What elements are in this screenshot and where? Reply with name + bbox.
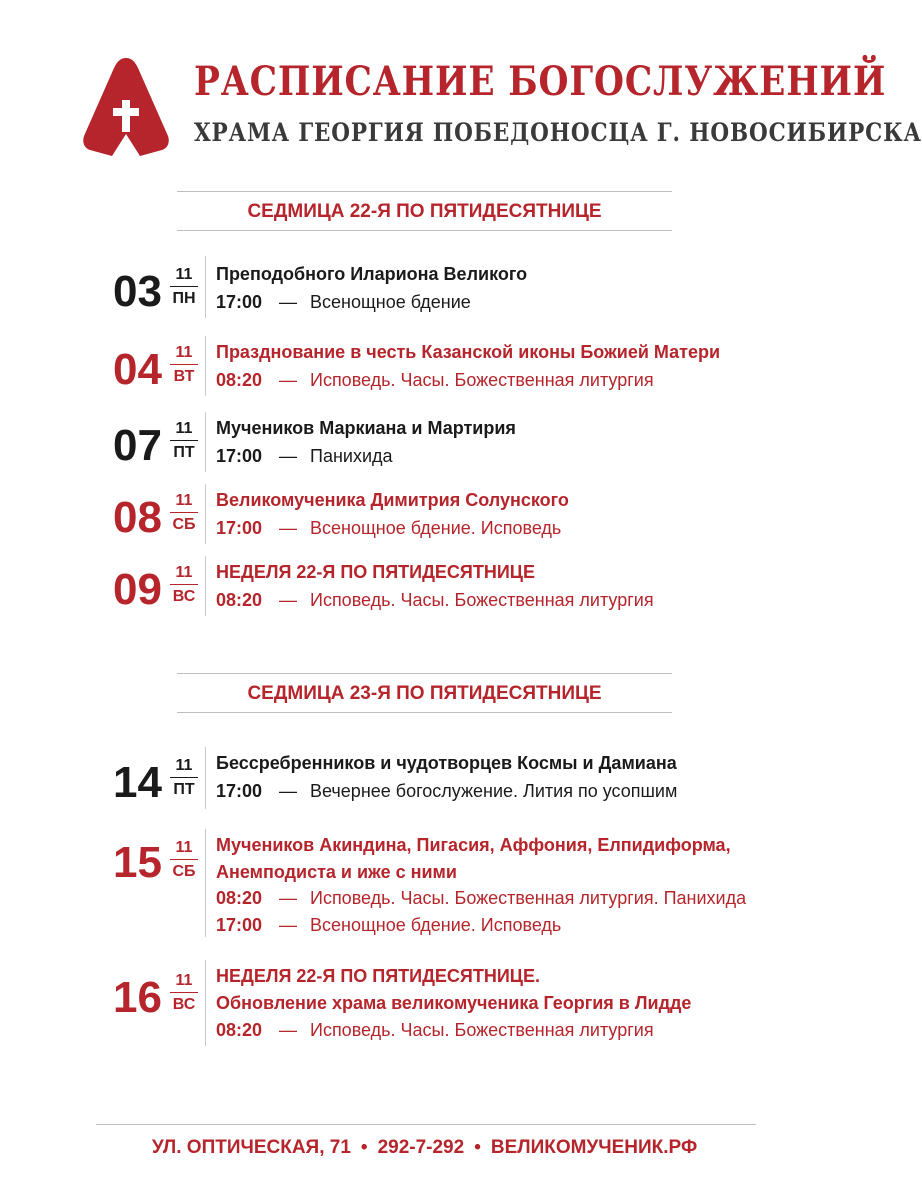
service-time: 17:00 bbox=[216, 915, 263, 935]
dash: — bbox=[279, 1020, 297, 1040]
date-divider bbox=[170, 512, 198, 513]
service-time: 17:00 bbox=[216, 292, 263, 312]
service-row bbox=[216, 370, 654, 391]
service-text: Исповедь. Часы. Божественная литургия bbox=[310, 1020, 654, 1040]
day-number: 14 bbox=[113, 758, 162, 807]
month-number: 11 bbox=[175, 492, 193, 509]
day-number: 15 bbox=[113, 838, 162, 887]
week-heading bbox=[177, 191, 672, 231]
cross-in-triangle-icon bbox=[82, 56, 170, 156]
service-row bbox=[216, 915, 561, 936]
divider bbox=[205, 336, 206, 396]
service-text: Исповедь. Часы. Божественная литургия bbox=[310, 590, 654, 610]
month-number: 11 bbox=[175, 839, 193, 856]
page-subtitle: ХРАМА ГЕОРГИЯ ПОБЕДОНОСЦА Г. НОВОСИБИРСКА bbox=[194, 118, 922, 147]
date-divider bbox=[170, 440, 198, 441]
dash: — bbox=[279, 292, 297, 312]
divider bbox=[205, 960, 206, 1046]
feast-title: Великомученика Димитрия Солунского bbox=[216, 490, 569, 510]
divider bbox=[177, 191, 672, 192]
footer-divider bbox=[96, 1124, 756, 1125]
date-divider bbox=[170, 859, 198, 860]
service-time: 17:00 bbox=[216, 518, 263, 538]
separator: • bbox=[474, 1137, 481, 1158]
month-number: 11 bbox=[175, 266, 193, 283]
divider bbox=[205, 747, 206, 809]
feast-title: НЕДЕЛЯ 22-Я ПО ПЯТИДЕСЯТНИЦЕ bbox=[216, 562, 535, 582]
separator: • bbox=[360, 1137, 368, 1158]
schedule-entry bbox=[110, 342, 790, 398]
weekday: ПТ bbox=[173, 781, 195, 798]
day-number: 16 bbox=[113, 973, 162, 1022]
service-time: 17:00 bbox=[216, 781, 263, 801]
service-time: 08:20 bbox=[216, 888, 263, 908]
feast-title: Празднование в честь Казанской иконы Божией Матери bbox=[216, 342, 721, 362]
service-time: 17:00 bbox=[216, 446, 263, 466]
weekday: ВТ bbox=[173, 368, 195, 385]
dash: — bbox=[279, 915, 297, 935]
feast-title: Обновление храма великомученика Георгия в Лидде bbox=[216, 993, 692, 1013]
divider bbox=[205, 412, 206, 472]
date-divider bbox=[170, 286, 198, 287]
weekday: ВС bbox=[172, 996, 196, 1013]
service-text: Всенощное бдение bbox=[310, 292, 471, 312]
divider bbox=[205, 829, 206, 937]
day-number: 09 bbox=[113, 565, 162, 614]
dash: — bbox=[279, 590, 297, 610]
divider bbox=[177, 712, 672, 713]
service-time: 08:20 bbox=[216, 590, 263, 610]
phone: 292-7-292 bbox=[377, 1137, 465, 1158]
dash: — bbox=[279, 370, 297, 390]
service-row bbox=[216, 518, 561, 539]
website-link[interactable]: ВЕЛИКОМУЧЕНИК.РФ bbox=[490, 1137, 698, 1158]
dash: — bbox=[279, 888, 297, 908]
feast-title: Анемподиста и иже с ними bbox=[216, 862, 457, 882]
service-text: Панихида bbox=[310, 446, 393, 466]
date-divider bbox=[170, 584, 198, 585]
address: УЛ. ОПТИЧЕСКАЯ, 71 bbox=[151, 1137, 351, 1158]
schedule-entry bbox=[110, 490, 790, 546]
feast-title: Мучеников Маркиана и Мартирия bbox=[216, 418, 516, 438]
weekday: СБ bbox=[172, 863, 196, 880]
service-row bbox=[216, 446, 393, 467]
service-row bbox=[216, 590, 654, 611]
service-row bbox=[216, 781, 677, 802]
divider bbox=[205, 256, 206, 318]
day-number: 03 bbox=[113, 267, 162, 316]
footer bbox=[0, 1137, 849, 1159]
service-text: Исповедь. Часы. Божественная литургия. Панихида bbox=[310, 888, 747, 908]
service-row bbox=[216, 1020, 654, 1041]
divider bbox=[177, 230, 672, 231]
divider bbox=[177, 673, 672, 674]
service-text: Всенощное бдение. Исповедь bbox=[310, 915, 562, 935]
service-time: 08:20 bbox=[216, 370, 263, 390]
divider bbox=[205, 484, 206, 544]
service-text: Вечернее богослужение. Лития по усопшим bbox=[310, 781, 678, 801]
schedule-entry bbox=[110, 562, 790, 618]
feast-title: Бессребренников и чудотворцев Космы и Дамиана bbox=[216, 753, 677, 773]
schedule-entry bbox=[110, 835, 790, 941]
service-row bbox=[216, 292, 471, 313]
page-title: РАСПИСАНИЕ БОГОСЛУЖЕНИЙ bbox=[194, 58, 887, 105]
day-number: 08 bbox=[113, 493, 162, 542]
service-text: Исповедь. Часы. Божественная литургия bbox=[310, 370, 654, 390]
feast-title: НЕДЕЛЯ 22-Я ПО ПЯТИДЕСЯТНИЦЕ. bbox=[216, 966, 540, 986]
feast-title: Преподобного Илариона Великого bbox=[216, 264, 528, 284]
divider bbox=[205, 556, 206, 616]
header bbox=[82, 52, 922, 162]
month-number: 11 bbox=[175, 420, 193, 437]
schedule-entry bbox=[110, 264, 790, 320]
weekday: СБ bbox=[172, 516, 196, 533]
week-heading bbox=[177, 673, 672, 713]
day-number: 07 bbox=[113, 421, 162, 470]
date-divider bbox=[170, 992, 198, 993]
month-number: 11 bbox=[175, 757, 193, 774]
month-number: 11 bbox=[175, 344, 193, 361]
service-text: Всенощное бдение. Исповедь bbox=[310, 518, 562, 538]
service-row bbox=[216, 888, 746, 909]
schedule-entry bbox=[110, 966, 790, 1046]
date-divider bbox=[170, 777, 198, 778]
weekday: ВС bbox=[172, 588, 196, 605]
day-number: 04 bbox=[113, 345, 162, 394]
month-number: 11 bbox=[175, 564, 193, 581]
date-divider bbox=[170, 364, 198, 365]
month-number: 11 bbox=[175, 972, 193, 989]
feast-title: Мучеников Акиндина, Пигасия, Аффония, Елпидиформа, bbox=[216, 835, 731, 855]
schedule-entry bbox=[110, 418, 790, 474]
schedule-entry bbox=[110, 753, 790, 809]
dash: — bbox=[279, 446, 297, 466]
week-heading-label: СЕДМИЦА 23-Я ПО ПЯТИДЕСЯТНИЦЕ bbox=[247, 683, 602, 704]
week-heading-label: СЕДМИЦА 22-Я ПО ПЯТИДЕСЯТНИЦЕ bbox=[247, 201, 602, 222]
weekday: ПН bbox=[172, 290, 196, 307]
service-time: 08:20 bbox=[216, 1020, 263, 1040]
dash: — bbox=[279, 781, 297, 801]
weekday: ПТ bbox=[173, 444, 195, 461]
dash: — bbox=[279, 518, 297, 538]
